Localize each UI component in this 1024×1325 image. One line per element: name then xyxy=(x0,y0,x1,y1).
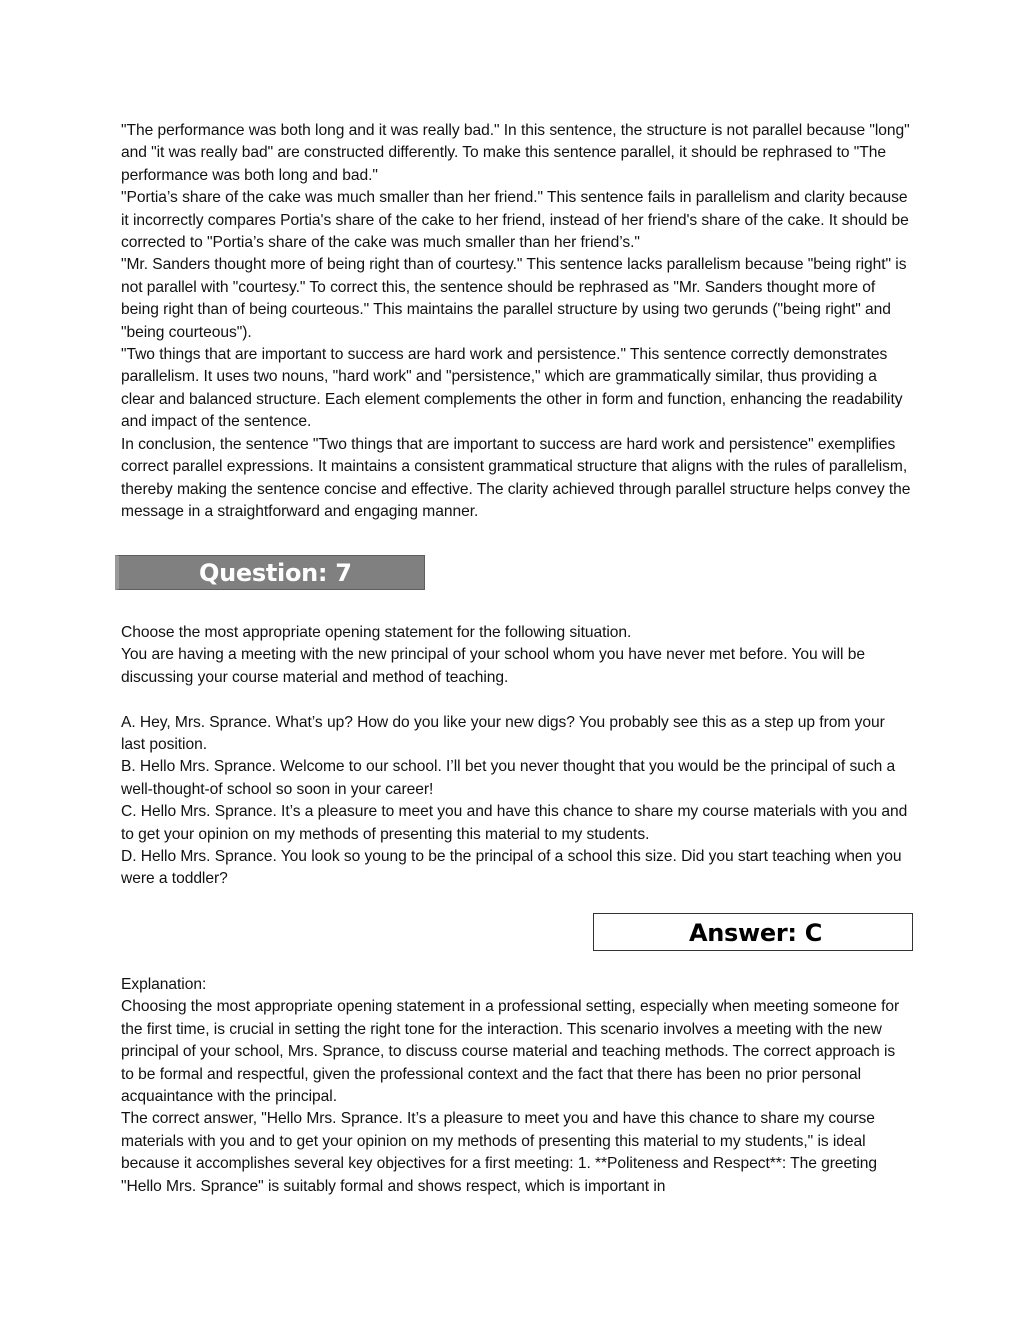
previous-explanation xyxy=(121,120,911,523)
paragraph: Choosing the most appropriate opening statement in a professional setting, especially when meeting someone for the first time, is crucial in setting the right tone for the interaction. This scenario involves a meeting with the new principal of your school, Mrs. Sprance, to discuss course material and teaching methods. The correct approach is to be formal and respectful, given the professional context and the fact that there has been no prior personal acquaintance with the principal. xyxy=(121,998,900,1106)
answer-box xyxy=(593,913,913,951)
paragraph: "Portia’s share of the cake was much smaller than her friend." This sentence fails in parallelism and clarity because it incorrectly compares Portia's share of the cake to her friend, instead of her friend's share of the cake. It should be corrected to "Portia’s share of the cake was much smaller than her friend’s." xyxy=(121,189,909,252)
question-heading-banner xyxy=(115,555,425,590)
option-b: B. Hello Mrs. Sprance. Welcome to our school. I’ll bet you never thought that you would be the principal of such a well-thought-of school so soon in your career! xyxy=(121,758,896,798)
paragraph: The correct answer, "Hello Mrs. Sprance. It’s a pleasure to meet you and have this chance to share my course materials with you and to get your opinion on my methods of presenting this material to my students," is ideal because it accomplishes several key objectives for a first meeting: 1. **Politeness and Respect**: The greeting "Hello Mrs. Sprance" is suitably formal and shows respect, which is important in xyxy=(121,1110,878,1195)
spacer xyxy=(121,689,911,711)
paragraph: "The performance was both long and it was really bad." In this sentence, the structure is not parallel because "long" and "it was really bad" are constructed differently. To make this sentence parallel, it should be rephrased to "The performance was both long and bad." xyxy=(121,122,910,184)
option-a: A. Hey, Mrs. Sprance. What’s up? How do you like your new digs? You probably see this as a step up from your last position. xyxy=(121,713,885,754)
question-scenario: You are having a meeting with the new principal of your school whom you have never met before. You will be discussing your course material and method of teaching. xyxy=(121,646,865,686)
paragraph: "Two things that are important to success are hard work and persistence." This sentence correctly demonstrates parallelism. It uses two nouns, "hard work" and "persistence," which are grammatically similar, thus providing a clear and balanced structure. Each element complements the other in form and function, enhancing the readability and impact of the sentence. xyxy=(121,346,903,431)
question-body xyxy=(121,622,911,891)
option-c: C. Hello Mrs. Sprance. It’s a pleasure to meet you and have this chance to share my course materials with you and to get your opinion on my methods of presenting this material to my students. xyxy=(121,803,908,843)
question-prompt: Choose the most appropriate opening statement for the following situation. xyxy=(121,624,632,641)
option-d: D. Hello Mrs. Sprance. You look so young to be the principal of a school this size. Did you start teaching when you were a toddler? xyxy=(121,848,902,888)
paragraph: "Mr. Sanders thought more of being right than of courtesy." This sentence lacks parallelism because "being right" is not parallel with "courtesy." To correct this, the sentence should be rephrased as "Mr. Sanders thought more of being right than of being courteous." This maintains the parallel structure by using two gerunds ("being right" and "being courteous"). xyxy=(121,256,907,341)
explanation-section xyxy=(121,974,911,1198)
answer-label: Answer: C xyxy=(689,919,823,947)
paragraph: In conclusion, the sentence "Two things that are important to success are hard work and persistence" exemplifies correct parallel expressions. It maintains a consistent grammatical structure that aligns with the rules of parallelism, thereby making the sentence concise and effective. The clarity achieved through parallel structure helps convey the message in a straightforward and engaging manner. xyxy=(121,435,911,520)
question-heading: Question: 7 xyxy=(199,559,352,587)
explanation-heading: Explanation: xyxy=(121,976,207,993)
